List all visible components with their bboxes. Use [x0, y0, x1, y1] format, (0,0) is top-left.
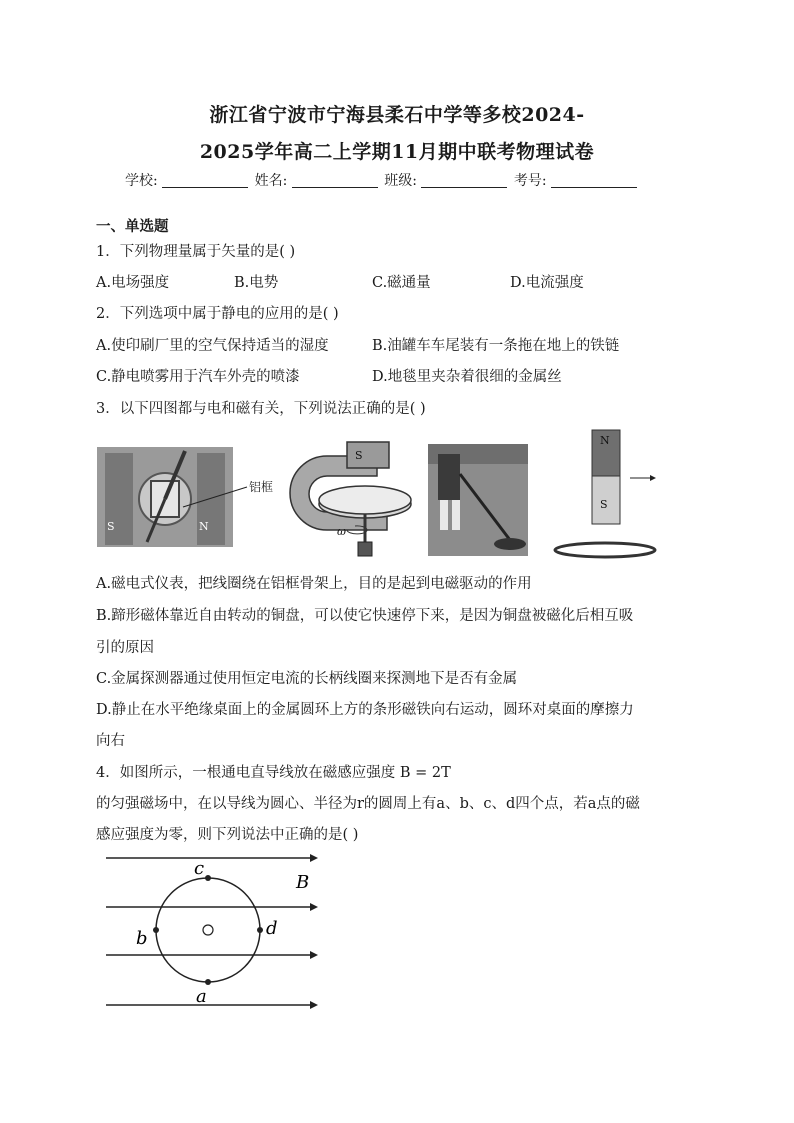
q1-option-d[interactable]: D.电流强度	[510, 275, 584, 291]
frame-label: 铝框	[249, 480, 274, 494]
q3-stem: 3．以下四图都与电和磁有关，下列说法正确的是( )	[96, 401, 426, 417]
omega-label: ω	[337, 525, 346, 538]
q2-stem: 2．下列选项中属于静电的应用的是( )	[96, 306, 339, 322]
class-blank[interactable]	[421, 173, 507, 188]
q1-option-b[interactable]: B.电势	[234, 275, 279, 291]
point-a	[205, 979, 211, 985]
bar-magnet-ring-figure	[550, 426, 660, 562]
class-label: 班级:	[384, 173, 417, 189]
q3-option-d[interactable]: D.静止在水平绝缘桌面上的金属圆环上方的条形磁铁向右运动，圆环对桌面的摩擦力	[96, 702, 634, 718]
label-d: d	[266, 918, 278, 939]
meter-s-label: S	[107, 520, 115, 533]
q4-stem-line1: 4．如图所示，一根通电直导线放在磁感应强度 B = 2T	[96, 765, 451, 781]
exam-title-line1: 浙江省宁波市宁海县柔石中学等多校2024-	[209, 104, 585, 126]
label-field-b: B	[296, 872, 310, 893]
exam-number-label: 考号:	[513, 173, 547, 189]
q2-option-b[interactable]: B.油罐车车尾装有一条拖在地上的铁链	[372, 338, 620, 354]
school-label: 学校:	[125, 173, 158, 189]
name-label: 姓名:	[254, 173, 288, 189]
q1-option-c[interactable]: C.磁通量	[372, 275, 431, 291]
q4-stem-line2: 的匀强磁场中，在以导线为圆心、半径为r的圆周上有a、b、c、d四个点，若a点的磁	[96, 796, 640, 812]
axle-base	[358, 542, 372, 556]
metal-detector-figure	[428, 444, 528, 556]
exam-number-blank[interactable]	[551, 173, 637, 188]
student-info-row	[125, 170, 639, 190]
label-c: c	[194, 858, 205, 879]
detector-coil	[494, 538, 526, 550]
bar-s-label: S	[600, 498, 608, 511]
meter-figure	[97, 447, 281, 551]
label-a: a	[196, 986, 207, 1007]
field-arrow-3	[310, 951, 318, 959]
magnet-s-end	[347, 442, 389, 468]
point-d	[257, 927, 263, 933]
meter-n-label: N	[199, 520, 209, 533]
q1-option-a[interactable]: A.电场强度	[96, 275, 170, 291]
horseshoe-s-label: S	[355, 449, 363, 462]
person-body	[438, 454, 460, 500]
field-arrow-4	[310, 1001, 318, 1009]
field-arrow-1	[310, 854, 318, 862]
q4-stem-line3: 感应强度为零，则下列说法中正确的是( )	[96, 827, 359, 843]
q3-option-b-cont: 引的原因	[96, 640, 154, 656]
school-blank[interactable]	[162, 173, 248, 188]
q2-option-c[interactable]: C.静电喷雾用于汽车外壳的喷漆	[96, 369, 300, 385]
point-b	[153, 927, 159, 933]
motion-arrow-head	[650, 475, 656, 481]
q3-option-b[interactable]: B.蹄形磁体靠近自由转动的铜盘，可以使它快速停下来，是因为铜盘被磁化后相互吸	[96, 608, 634, 624]
metal-ring	[555, 543, 655, 557]
section-heading: 一、单选题	[96, 218, 169, 235]
q3-option-a[interactable]: A.磁电式仪表，把线圈绕在铝框骨架上，目的是起到电磁驱动的作用	[96, 576, 532, 592]
bar-n-label: N	[600, 434, 610, 447]
person-leg-left	[440, 500, 448, 530]
person-leg-right	[452, 500, 460, 530]
q3-option-c[interactable]: C.金属探测器通过使用恒定电流的长柄线圈来探测地下是否有金属	[96, 671, 518, 687]
q3-option-d-cont: 向右	[96, 733, 125, 749]
q2-option-a[interactable]: A.使印刷厂里的空气保持适当的湿度	[96, 338, 329, 354]
exam-title-line2: 2025学年高二上学期11月期中联考物理试卷	[199, 141, 595, 163]
horseshoe-disc-figure	[287, 434, 417, 560]
magnetic-field-figure	[100, 850, 330, 1015]
point-c	[205, 875, 211, 881]
q1-stem: 1．下列物理量属于矢量的是( )	[96, 244, 296, 260]
copper-disc-top	[319, 486, 411, 514]
field-arrow-2	[310, 903, 318, 911]
label-b: b	[136, 928, 148, 949]
q2-option-d[interactable]: D.地毯里夹杂着很细的金属丝	[372, 369, 562, 385]
wire-center	[203, 925, 213, 935]
name-blank[interactable]	[292, 173, 378, 188]
